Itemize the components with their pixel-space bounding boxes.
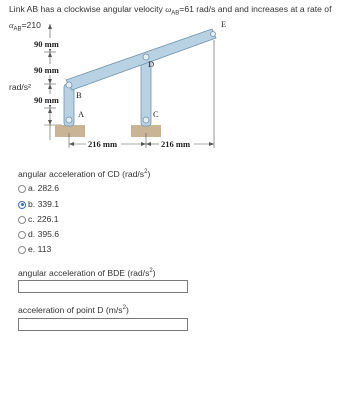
omega-value: =61 rad/s and and increases at a rate of [179,4,332,14]
option-c-value: 226.1 [37,214,59,224]
part2-label [18,266,156,279]
radio-option-b[interactable] [18,201,26,209]
question-prefix: Link AB has a clockwise angular velocity [9,4,166,14]
question-continuation: rad/s² [9,82,31,92]
option-e-letter: e. [28,244,36,254]
radio-option-a[interactable] [18,185,26,193]
option-a-letter: a. [28,183,36,193]
part2-label-end: ) [152,267,156,278]
option-b-value: 339.1 [37,199,60,209]
option-d-value: 395.6 [37,229,60,239]
part2-label-sup: 2 [149,268,153,274]
option-e-value: 113 [37,244,52,254]
label-c: C [153,109,159,119]
option-d-letter: d. [28,229,36,239]
linkage-diagram [0,20,350,160]
part2-label-text: angular acceleration of BDE (rad/s [18,267,150,278]
alpha-value: =210 [21,19,41,30]
dim-label-90-1: 90 mm [34,39,59,49]
omega-subscript: AB [171,10,180,17]
dim-label-90-2: 90 mm [34,65,59,75]
option-a[interactable] [18,183,59,194]
part3-label-text: acceleration of point D (m/s [18,304,123,315]
dim-label-216-1: 216 mm [88,139,118,149]
part1-label-sup: 2 [144,169,148,175]
label-e: E [221,20,227,29]
part3-answer-input[interactable] [18,318,188,331]
label-b: B [76,90,82,100]
alpha-symbol: α [9,19,14,30]
option-d[interactable] [18,229,59,240]
part1-label-text: angular acceleration of CD (rad/s [18,168,145,179]
part1-label [18,167,150,180]
radio-option-e[interactable] [18,246,26,254]
label-a: A [78,109,85,119]
part3-label-end: ) [125,304,129,315]
option-c[interactable] [18,214,59,225]
radio-option-d[interactable] [18,231,26,239]
part3-label-sup: 2 [122,305,126,311]
option-b-letter: b. [28,199,36,209]
dim-label-90-3: 90 mm [34,95,59,105]
part3-label [18,303,129,316]
option-e[interactable] [18,244,51,255]
option-b[interactable] [18,199,59,210]
part1-label-end: ) [147,168,151,179]
alpha-subscript: AB [13,26,22,33]
option-c-letter: c. [28,214,35,224]
label-d: D [148,59,155,69]
part2-answer-input[interactable] [18,280,188,293]
radio-option-c[interactable] [18,216,26,224]
ground-support-a [55,125,85,137]
dim-label-216-2: 216 mm [161,139,191,149]
omega-symbol: ω [165,4,172,14]
option-a-value: 282.6 [37,183,60,193]
